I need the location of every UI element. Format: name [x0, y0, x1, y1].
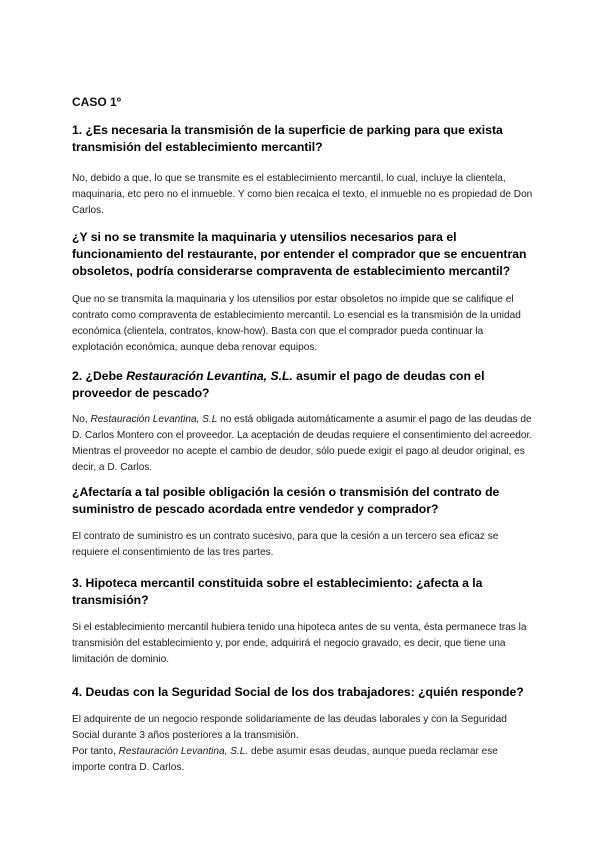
question-2-heading [72, 368, 534, 402]
q2-heading-pre: 2. ¿Debe [72, 369, 127, 383]
q2-heading-post: asumir el pago de deudas con el proveedor de pescado? [72, 369, 485, 400]
question-1b-heading: ¿Y si no se transmite la maquinaria y utensilios necesarios para el funcionamiento del restaurante, por entender el comprador que se encuentran obsoletos, podría considerarse compraventa de establecimiento mercantil? [72, 230, 527, 278]
question-3-answer: Si el establecimiento mercantil hubiera tenido una hipoteca antes de su venta, ésta permanece tras la transmisión del establecimiento y, por ende, adquirirá el negocio gravado, es decir, que tiene una limitación de dominio. [72, 622, 527, 665]
q2-answer-company: Restauración Levantina, S.L [90, 414, 218, 425]
question-4-heading: 4. Deudas con la Seguridad Social de los dos trabajadores: ¿quién responde? [72, 685, 524, 699]
q4-answer-pre: Por tanto, [72, 746, 119, 757]
q2-answer-pre: No, [72, 414, 91, 425]
question-4-answer-1: El adquirente de un negocio responde solidariamente de las deudas laborales y con la Seguridad Social durante 3 años posteriores a la transmisión. [72, 714, 507, 741]
q4-answer-company: Restauración Levantina, S.L. [118, 746, 249, 757]
question-4-answer-2 [72, 744, 534, 776]
question-2b-heading: ¿Afectaría a tal posible obligación la cesión o transmisión del contrato de suministro de pescado acordada entre vendedor y comprador? [72, 485, 500, 516]
q2-answer-post: no está obligada automáticamente a asumir el pago de las deudas de D. Carlos Montero con el proveedor. La aceptación de deudas requiere el consentimiento del acreedor. Mientras el proveedor no acepte el cambio de deudor, sólo puede exigir el pago al deudor original, es decir, a D. Carlos. [72, 414, 533, 473]
q4-answer-post: debe asumir esas deudas, aunque pueda reclamar ese importe contra D. Carlos. [72, 746, 498, 773]
question-1-heading: 1. ¿Es necesaria la transmisión de la superficie de parking para que exista transmisión del establecimiento mercantil? [72, 123, 503, 154]
question-2-answer [72, 412, 534, 476]
question-2b-answer: El contrato de suministro es un contrato sucesivo, para que la cesión a un tercero sea eficaz se requiere el consentimiento de las tres partes. [72, 531, 499, 558]
question-1b-answer: Que no se transmita la maquinaria y los utensilios por estar obsoletos no impide que se califique el contrato como compraventa de establecimiento mercantil. Lo esencial es la transmisión de la unidad económica (clientela, contratos, know-how). Basta con que el comprador pueda continuar la explotación económica, aunque deba renovar equipos. [72, 294, 521, 353]
case-title: CASO 1º [72, 95, 122, 109]
question-3-heading: 3. Hipoteca mercantil constituida sobre el establecimiento: ¿afecta a la transmisión? [72, 576, 483, 607]
question-1-answer: No, debido a que, lo que se transmite es el establecimiento mercantil, lo cual, incluye la clientela, maquinaria, etc pero no el inmueble. Y como bien recalca el texto, el inmueble no es propiedad de Don Carlos. [72, 173, 533, 216]
q2-heading-company: Restauración Levantina, S.L. [126, 369, 293, 383]
